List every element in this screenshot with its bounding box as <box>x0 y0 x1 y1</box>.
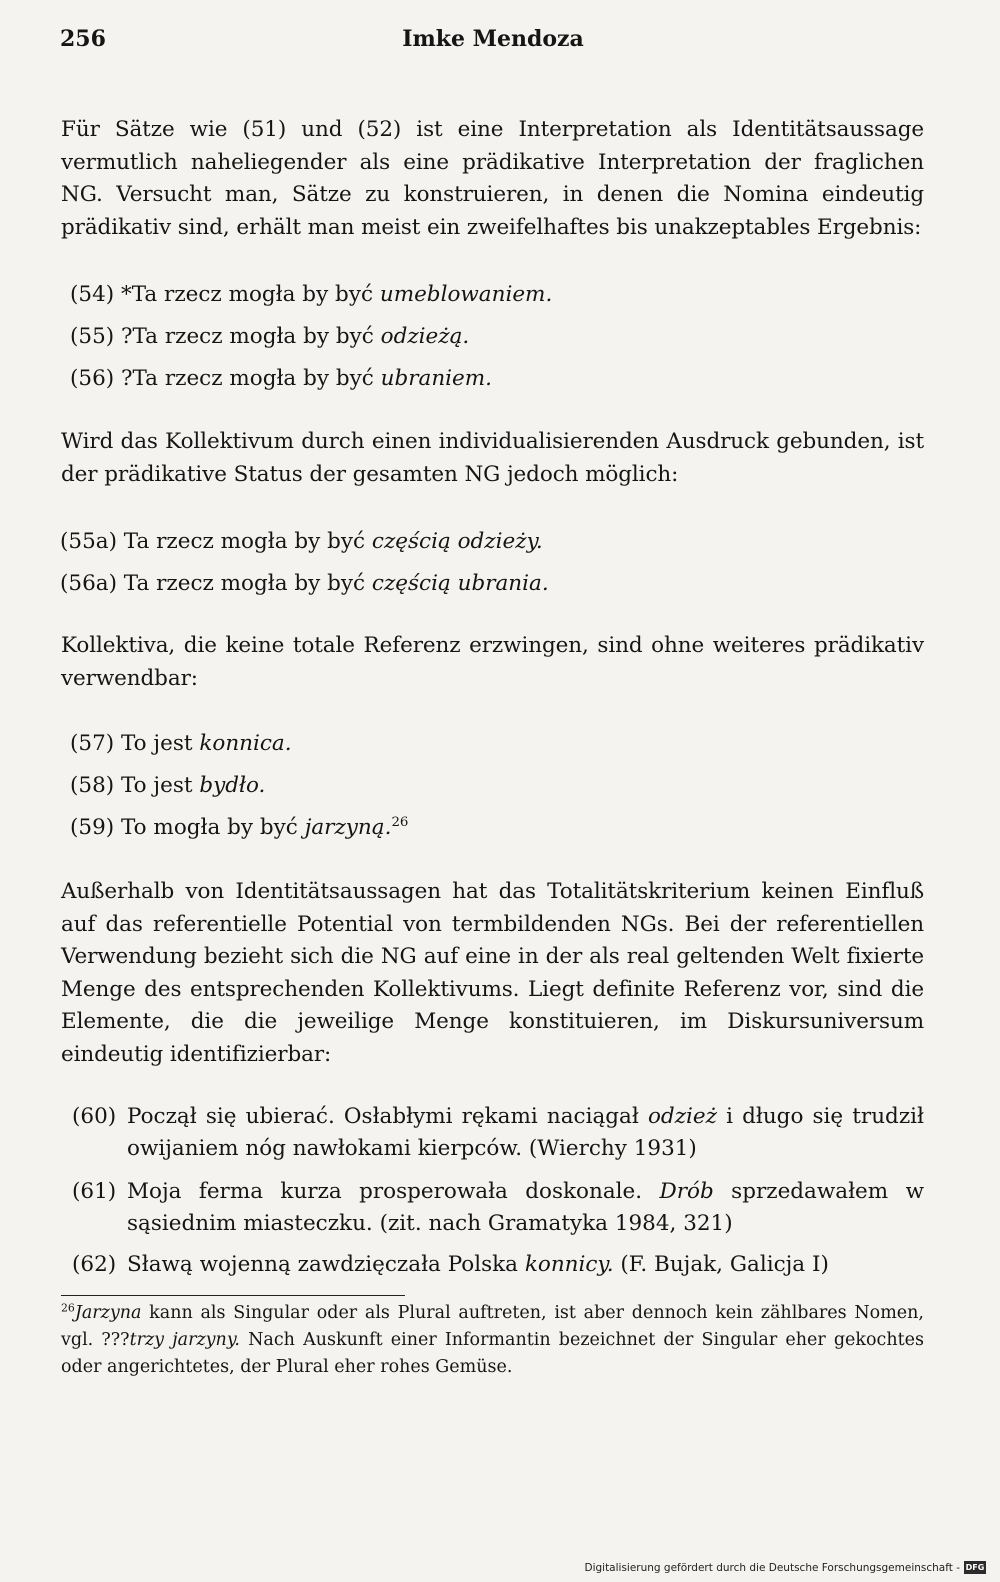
example-number: (56a) <box>60 571 117 596</box>
example-number: (56) <box>70 366 115 391</box>
example-56 <box>70 363 492 395</box>
example-italic: częścią ubrania. <box>371 571 549 596</box>
example-italic: odzież <box>647 1104 717 1129</box>
example-body <box>127 1101 924 1165</box>
footnote-italic: Jarzyna <box>74 1303 142 1323</box>
example-text: ?Ta rzecz mogła by być <box>120 366 381 391</box>
example-number: (55a) <box>60 529 117 554</box>
example-italic: umeblowaniem. <box>379 282 553 307</box>
example-text: Począł się ubierać. Osłabłymi rękami naciągał <box>127 1104 648 1129</box>
footnote-26 <box>61 1300 924 1381</box>
example-text: To jest <box>120 731 200 756</box>
example-text: Sławą wojenną zawdzięczała Polska <box>127 1252 525 1277</box>
example-61 <box>72 1176 924 1240</box>
example-number: (61) <box>72 1179 117 1204</box>
footnote-reference: 26 <box>391 815 409 831</box>
example-body <box>127 1249 924 1281</box>
example-54 <box>70 279 552 311</box>
example-58 <box>70 770 265 802</box>
example-italic: ubraniem. <box>380 366 492 391</box>
paragraph-3: Kollektiva, die keine totale Referenz erzwingen, sind ohne weiteres prädikativ verwendbar: <box>61 633 924 691</box>
example-body <box>127 1176 924 1240</box>
dfg-logo: DFG <box>965 1563 985 1572</box>
example-number: (59) <box>70 815 115 840</box>
example-italic: konnicy. <box>524 1252 614 1277</box>
example-number: (58) <box>70 773 115 798</box>
footnote-mark: 26 <box>61 1301 75 1315</box>
example-number: (55) <box>70 324 115 349</box>
example-text: *Ta rzecz mogła by być <box>120 282 380 307</box>
running-head: Imke Mendoza <box>402 26 584 52</box>
example-italic: konnica. <box>199 731 292 756</box>
example-italic: Drób <box>659 1179 714 1204</box>
example-57 <box>70 728 292 760</box>
example-55 <box>70 321 469 353</box>
example-55a <box>60 526 543 558</box>
footnote-text: kann als Singular oder als Plural auftreten, ist aber dennoch kein zählbares Nomen, vgl. ??? <box>61 1303 924 1350</box>
example-number: (60) <box>72 1104 117 1129</box>
example-italic: odzieżą. <box>380 324 470 349</box>
example-text: Moja ferma kurza prosperowała doskonale. <box>127 1179 660 1204</box>
example-italic: jarzyną. <box>304 815 392 840</box>
example-text: To mogła by być <box>120 815 305 840</box>
example-text-cont: i długo się trudził owijaniem nóg nawłokami kierpców. (Wierchy 1931) <box>127 1104 924 1161</box>
example-text: Ta rzecz mogła by być <box>123 571 372 596</box>
example-number: (62) <box>72 1252 117 1277</box>
example-text: Ta rzecz mogła by być <box>123 529 372 554</box>
example-60 <box>72 1101 924 1165</box>
example-text-cont: (F. Bujak, Galicja I) <box>613 1252 829 1277</box>
example-number: (57) <box>70 731 115 756</box>
example-text-cont: sprzedawałem w sąsiednim miasteczku. (zit. nach Gramatyka 1984, 321) <box>127 1179 924 1236</box>
example-text: To jest <box>120 773 200 798</box>
paragraph-1: Für Sätze wie (51) und (52) ist eine Interpretation als Identitätsaussage vermutlich naheliegender als eine prädikative Interpretation der fraglichen NG. Versucht man, Sätze zu konstruieren, in denen die Nomina eindeutig prädikativ sind, erhält man meist ein zweifelhaftes bis unakzeptables Ergebnis: <box>61 117 924 240</box>
page-header <box>60 26 926 60</box>
digitization-note: Digitalisierung gefördert durch die Deutsche Forschungsgemeinschaft - <box>584 1562 960 1574</box>
footnote-divider <box>61 1295 405 1296</box>
example-56a <box>60 568 549 600</box>
footnote-text-cont: Nach Auskunft einer Informantin bezeichnet der Singular eher gekochtes oder angerichtetes, der Plural eher rohes Gemüse. <box>61 1330 924 1377</box>
example-italic: częścią odzieży. <box>371 529 543 554</box>
page-number: 256 <box>60 26 106 52</box>
paragraph-4: Außerhalb von Identitätsaussagen hat das Totalitätskriterium keinen Einfluß auf das referentielle Potential von termbildenden NGs. Bei der referentiellen Verwendung bezieht sich die NG auf eine in der als real geltenden Welt fixierte Menge des entsprechenden Kollektivums. Liegt definite Referenz vor, sind die Elemente, die die jeweilige Menge konstituieren, im Diskursuniversum eindeutig identifizierbar: <box>61 879 924 1067</box>
paragraph-2: Wird das Kollektivum durch einen individualisierenden Ausdruck gebunden, ist der prädikative Status der gesamten NG jedoch möglich: <box>61 429 924 487</box>
footnote-italic: trzy jarzyny. <box>129 1330 240 1350</box>
example-number: (54) <box>70 282 115 307</box>
example-62 <box>72 1249 924 1281</box>
example-59 <box>70 812 408 844</box>
example-text: ?Ta rzecz mogła by być <box>120 324 381 349</box>
example-italic: bydło. <box>199 773 266 798</box>
